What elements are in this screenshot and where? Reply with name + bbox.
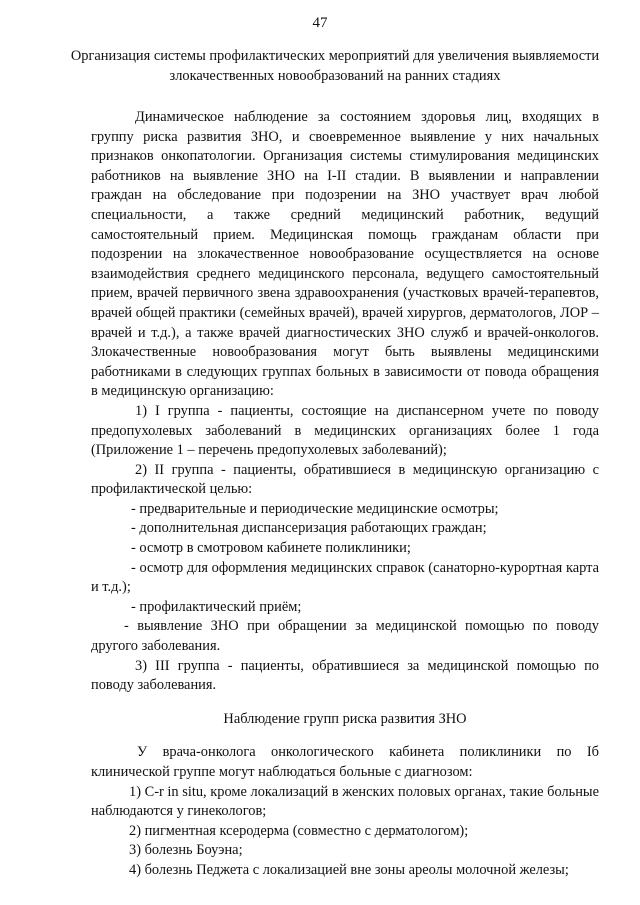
group-3-paragraph: 3) III группа - пациенты, обратившиеся за медицинской помощью по поводу заболевания.: [91, 657, 599, 694]
list-item: - дополнительная диспансеризация работающих граждан;: [131, 520, 487, 537]
oncologist-paragraph: У врача-онколога онкологического кабинета поликлиники по Iб клинической группе могут наблюдаться больные с диагнозом:: [91, 744, 599, 780]
body-text: [91, 108, 599, 881]
list-item: - профилактический приём;: [131, 598, 302, 615]
list-item: 4) болезнь Педжета с локализацией вне зоны ареолы молочной железы;: [129, 861, 569, 878]
group-1-paragraph: 1) I группа - пациенты, состоящие на диспансерном учете по поводу предопухолевых заболеваний в медицинских организациях более 1 года (Приложение 1 – перечень предопухолевых заболеваний);: [91, 402, 599, 459]
subheading: Наблюдение групп риска развития ЗНО: [223, 710, 467, 727]
list-item: - предварительные и периодические медицинские осмотры;: [131, 500, 499, 517]
list-item: - осмотр для оформления медицинских справок (санаторно-курортная карта и т.д.);: [91, 559, 599, 596]
group-2-paragraph: 2) II группа - пациенты, обратившиеся в медицинскую организацию с профилактической целью:: [91, 461, 599, 498]
list-item: - выявление ЗНО при обращении за медицинской помощью по поводу другого заболевания.: [91, 618, 599, 655]
list-item: 2) пигментная ксеродерма (совместно с дерматологом);: [129, 822, 469, 839]
list-item: 3) болезнь Боуэна;: [129, 842, 243, 859]
list-item: - осмотр в смотровом кабинете поликлиники;: [131, 540, 411, 557]
intro-paragraph: Динамическое наблюдение за состоянием здоровья лиц, входящих в группу риска развития ЗНО, и своевременное выявление у них начальных признаков онкопатологии. Организация системы стимулирования медицинских работников на выявление ЗНО на I-II стадии. В выявлении и направлении граждан на обследование при подозрении на ЗНО участвует врач любой специальности, а также средний медицинский работник, ведущий самостоятельный прием. Медицинская помощь гражданам области при подозрении на злокачественное новообразование осуществляется на основе взаимодействия среднего медицинского персонала, ведущего самостоятельный прием, врачей первичного звена здравоохранения (участковых врачей-терапевтов, врачей общей практики (семейных врачей), врачей хирургов, дерматологов, ЛОР – врачей и т.д.), а также врачей диагностических ЗНО служб и врачей-онкологов. Злокачественные новообразования могут быть выявлены медицинскими работниками в следующих группах больных в зависимости от повода обращения в медицинскую организацию:: [91, 109, 599, 400]
list-item: 1) C-r in situ, кроме локализаций в женских половых органах, такие больные наблюдаются у гинекологов;: [91, 783, 599, 820]
page-number: 47: [312, 15, 328, 31]
section-title: Организация системы профилактических мероприятий для увеличения выявляемости злокачественных новообразований на ранних стадиях: [70, 48, 600, 84]
